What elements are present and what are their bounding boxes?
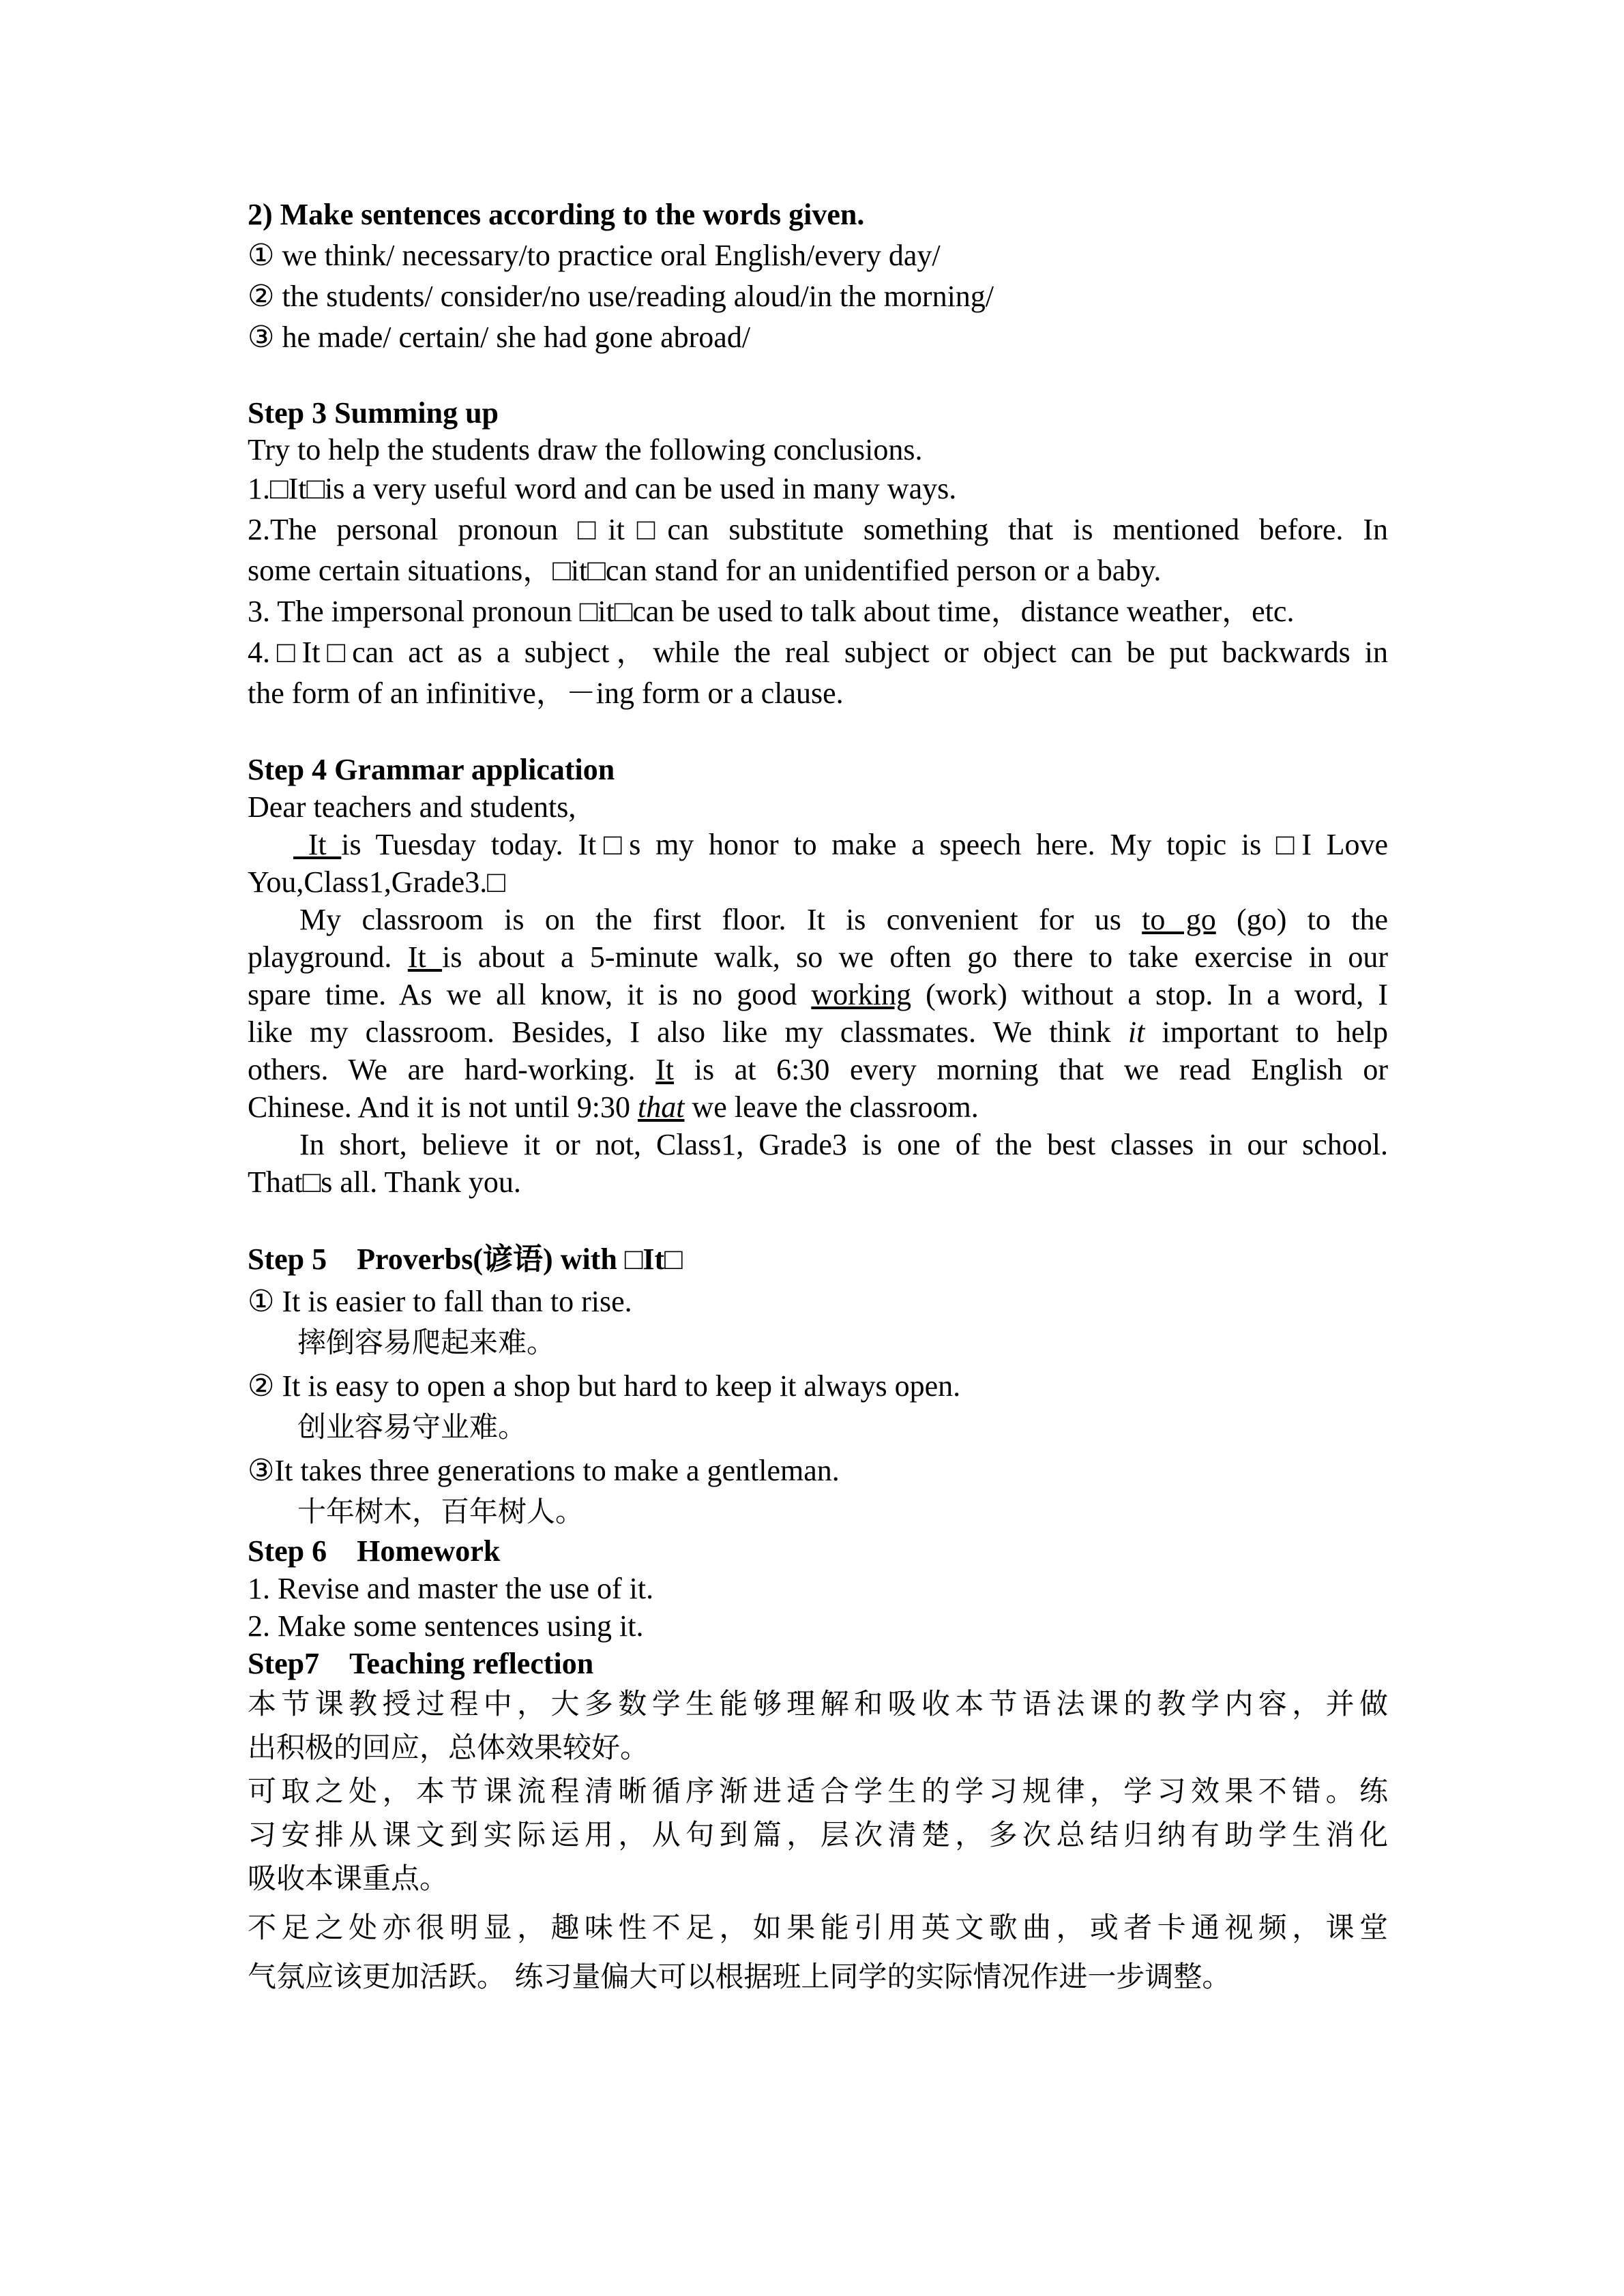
conclusion-3: 3. The impersonal pronoun □it□can be used to talk about time，distance weather，etc. xyxy=(248,595,1295,628)
proverb-3-cn: 十年树木，百年树人。 xyxy=(297,1495,585,1528)
exercise-item-3: ③ he made/ certain/ she had gone abroad/ xyxy=(248,320,751,354)
proverb-1-cn: 摔倒容易爬起来难。 xyxy=(297,1326,556,1359)
reflection-p1-line2: 出积极的回应，总体效果较好。 xyxy=(248,1731,649,1764)
speech-p1-line2: You,Class1,Grade3.□ xyxy=(248,865,505,899)
homework-item-1: 1. Revise and master the use of it. xyxy=(248,1572,654,1605)
homework-item-2: 2. Make some sentences using it. xyxy=(248,1609,644,1643)
speech-text: we leave the classroom. xyxy=(684,1090,979,1124)
speech-p3-line1: In short, believe it or not, Class1, Grade3 is one of the best classes in our school. xyxy=(299,1128,1388,1161)
speech-text: (work) without a stop. In a word, I xyxy=(911,978,1388,1011)
answer-blank-3: It xyxy=(407,940,443,974)
speech-p2-line1 xyxy=(248,901,1388,938)
speech-text: (go) to the xyxy=(1215,903,1388,936)
conclusion-4-line1: 4.□It□can act as a subject，while the real subject or object can be put backwards in xyxy=(248,636,1388,669)
speech-p2-line6 xyxy=(248,1088,1388,1126)
reflection-p3-line2: 气氛应该更加活跃。 练习量偏大可以根据班上同学的实际情况作进一步调整。 xyxy=(248,1960,1231,1993)
answer-blank-5: it xyxy=(1127,1015,1145,1049)
proverb-1-en: ① It is easier to fall than to rise. xyxy=(248,1285,632,1318)
speech-text: is Tuesday today. It□s my honor to make a speech here. My topic is □I Love xyxy=(341,828,1388,861)
step7-heading: Step7 Teaching reflection xyxy=(248,1647,594,1680)
step5-heading: Step 5 Proverbs(谚语) with □It□ xyxy=(248,1242,683,1276)
speech-greeting: Dear teachers and students, xyxy=(248,790,576,824)
proverb-2-cn: 创业容易守业难。 xyxy=(297,1410,527,1444)
step3-heading: Step 3 Summing up xyxy=(248,396,499,430)
answer-blank-2: to go xyxy=(1142,903,1216,936)
answer-blank-6: It xyxy=(655,1053,675,1086)
conclusion-1: 1.□It□is a very useful word and can be used in many ways. xyxy=(248,472,957,505)
speech-text: spare time. As we all know, it is no good xyxy=(248,978,812,1011)
step4-heading: Step 4 Grammar application xyxy=(248,753,615,786)
conclusion-2-line1: 2.The personal pronoun □it□can substitute something that is mentioned before. In xyxy=(248,513,1388,546)
reflection-p1-line1: 本节课教授过程中，大多数学生能够理解和吸收本节语法课的教学内容，并做 xyxy=(248,1687,1388,1720)
speech-text: Chinese. And it is not until 9:30 xyxy=(248,1090,638,1124)
speech-p1-line1 xyxy=(248,826,1388,863)
exercise-item-1: ① we think/ necessary/to practice oral English/every day/ xyxy=(248,239,941,272)
proverb-2-en: ② It is easy to open a shop but hard to keep it always open. xyxy=(248,1369,961,1403)
answer-blank-1: It xyxy=(293,828,342,861)
exercise-item-2: ② the students/ consider/no use/reading aloud/in the morning/ xyxy=(248,280,994,313)
speech-p2-line2 xyxy=(248,938,1388,976)
speech-text: is about a 5-minute walk, so we often go there to take exercise in our xyxy=(442,940,1388,974)
proverb-3-en: ③It takes three generations to make a gentleman. xyxy=(248,1454,840,1487)
speech-p2-line5 xyxy=(248,1051,1388,1088)
speech-text: playground. xyxy=(248,940,408,974)
reflection-p2-line3: 吸收本课重点。 xyxy=(248,1862,449,1895)
step3-intro: Try to help the students draw the following conclusions. xyxy=(248,433,923,466)
reflection-p2-line2: 习安排从课文到实际运用，从句到篇，层次清楚，多次总结归纳有助学生消化 xyxy=(248,1818,1388,1851)
speech-text: important to help xyxy=(1145,1015,1388,1049)
document-page xyxy=(248,194,1388,1999)
speech-p3-line2: That□s all. Thank you. xyxy=(248,1165,521,1199)
reflection-p3-line1: 不足之处亦很明显，趣味性不足，如果能引用英文歌曲，或者卡通视频，课堂 xyxy=(248,1911,1388,1944)
step6-heading: Step 6 Homework xyxy=(248,1534,501,1568)
conclusion-4-line2: the form of an infinitive，－ing form or a clause. xyxy=(248,676,844,710)
reflection-p2-line1: 可取之处，本节课流程清晰循序渐进适合学生的学习规律，学习效果不错。练 xyxy=(248,1774,1388,1808)
speech-text: My classroom is on the first floor. It is convenient for us xyxy=(299,903,1142,936)
speech-text: like my classroom. Besides, I also like my classmates. We think xyxy=(248,1015,1128,1049)
answer-blank-4: working xyxy=(811,978,911,1011)
speech-p2-line4 xyxy=(248,1013,1388,1051)
speech-p2-line3 xyxy=(248,976,1388,1013)
conclusion-2-line2: some certain situations，□it□can stand for an unidentified person or a baby. xyxy=(248,554,1162,587)
section-heading-make-sentences: 2) Make sentences according to the words given. xyxy=(248,198,865,231)
speech-text: others. We are hard-working. xyxy=(248,1053,656,1086)
speech-text: is at 6:30 every morning that we read English or xyxy=(674,1053,1388,1086)
answer-blank-7: that xyxy=(638,1090,685,1124)
